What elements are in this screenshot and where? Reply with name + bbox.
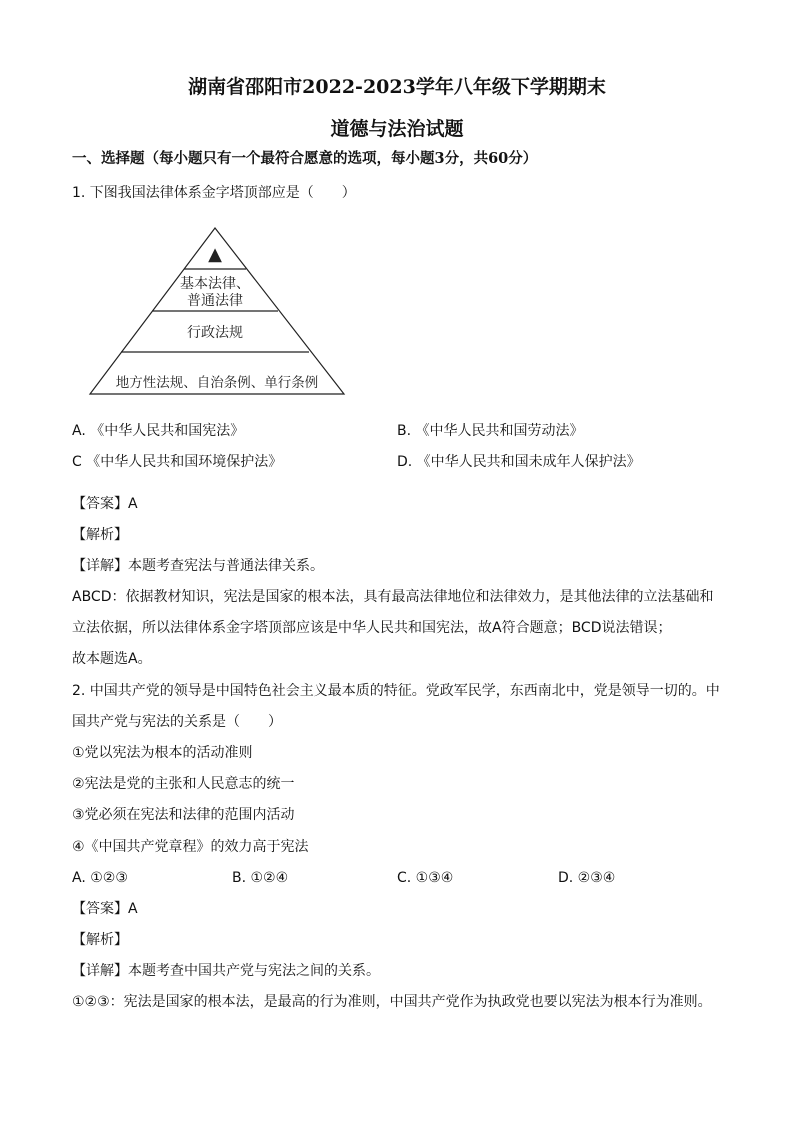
q2-statement-4: ④《中国共产党章程》的效力高于宪法	[72, 839, 309, 855]
q1-analysis-label: 【解析】	[72, 527, 128, 543]
pyramid-level-admin-regulations: 行政法规	[187, 325, 243, 341]
q1-answer: 【答案】A	[72, 496, 138, 512]
q1-explanation-line-2: 立法依据，所以法律体系金字塔顶部应该是中华人民共和国宪法，故A符合题意；BCD说法错误；	[72, 620, 672, 636]
document-title: 湖南省邵阳市2022-2023学年八年级下学期期末	[188, 76, 606, 98]
pyramid-level-basic-law-2: 普通法律	[187, 293, 243, 309]
q2-stem-line-2: 国共产党与宪法的关系是（ ）	[72, 714, 282, 730]
q2-explanation-line-1: ①②③：宪法是国家的根本法，是最高的行为准则，中国共产党作为执政党也要以宪法为根本行为准则。	[72, 994, 712, 1010]
pyramid-top-triangle: ▲	[208, 244, 222, 265]
q2-answer: 【答案】A	[72, 901, 138, 917]
q1-stem: 1. 下图我国法律体系金字塔顶部应是（ ）	[72, 185, 356, 201]
pyramid-level-local-regulations: 地方性法规、自治条例、单行条例	[115, 375, 319, 391]
q2-detail: 【详解】本题考查中国共产党与宪法之间的关系。	[72, 963, 380, 979]
q2-option-d: D. ②③④	[558, 870, 616, 886]
q1-option-c: C 《中华人民共和国环境保护法》	[72, 454, 283, 470]
q1-explanation-line-1: ABCD：依据教材知识，宪法是国家的根本法，具有最高法律地位和法律效力，是其他法律的立法基础和	[72, 589, 714, 605]
q1-option-d: D. 《中华人民共和国未成年人保护法》	[397, 454, 641, 470]
q2-option-b: B. ①②④	[232, 870, 289, 886]
q1-explanation-line-3: 故本题选A。	[72, 651, 152, 667]
q2-statement-1: ①党以宪法为根本的活动准则	[72, 745, 253, 761]
q2-stem-line-1: 2. 中国共产党的领导是中国特色社会主义最本质的特征。党政军民学，东西南北中，党是领导一切的。中	[72, 683, 720, 699]
law-pyramid-diagram	[88, 226, 348, 398]
q2-option-c: C. ①③④	[397, 870, 454, 886]
q1-option-b: B. 《中华人民共和国劳动法》	[397, 423, 584, 439]
q2-statement-2: ②宪法是党的主张和人民意志的统一	[72, 776, 295, 792]
q2-analysis-label: 【解析】	[72, 932, 128, 948]
q1-detail: 【详解】本题考查宪法与普通法律关系。	[72, 558, 324, 574]
q1-option-a: A. 《中华人民共和国宪法》	[72, 423, 245, 439]
q2-statement-3: ③党必须在宪法和法律的范围内活动	[72, 807, 295, 823]
document-subtitle: 道德与法治试题	[330, 118, 464, 140]
pyramid-level-basic-law-1: 基本法律、	[180, 276, 250, 292]
section-heading: 一、选择题（每小题只有一个最符合愿意的选项，每小题3分，共60分）	[72, 150, 538, 167]
q2-option-a: A. ①②③	[72, 870, 128, 886]
